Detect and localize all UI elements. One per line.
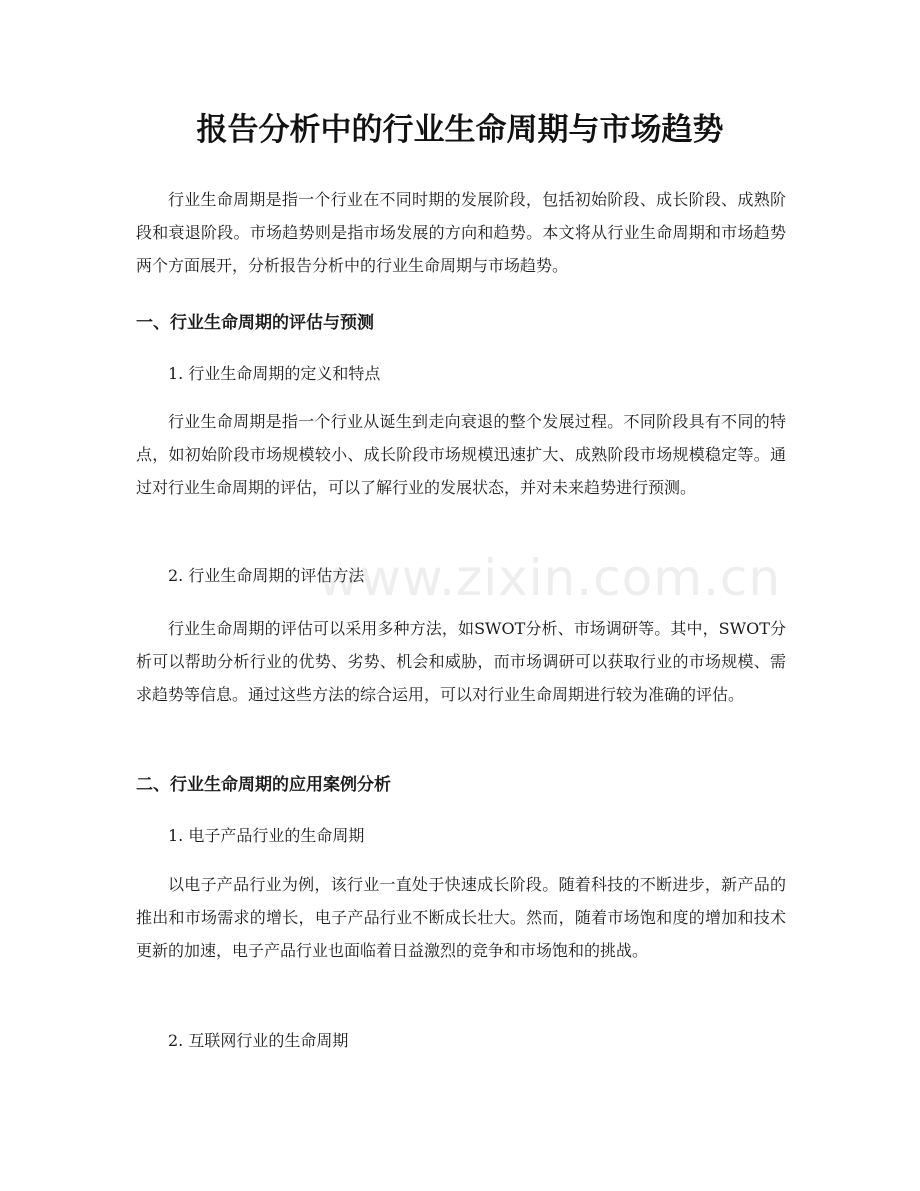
page-title: 报告分析中的行业生命周期与市场趋势: [196, 112, 724, 148]
watermark-text: www.zixin.com.cn: [318, 549, 782, 607]
subsection-title-1-1: 1. 行业生命周期的定义和特点: [168, 364, 381, 383]
subsection-title-1-2: 2. 行业生命周期的评估方法: [168, 566, 365, 585]
subsection-title-2-2: 2. 互联网行业的生命周期: [168, 1031, 349, 1050]
subsection-title-2-1: 1. 电子产品行业的生命周期: [168, 826, 365, 845]
subsection-body-1-2: 行业生命周期的评估可以采用多种方法，如SWOT分析、市场调研等。其中，SWOT分析可以帮助分析行业的优势、劣势、机会和威胁，而市场调研可以获取行业的市场规模、需求趋势等信息。通过这些方法的综合运用，可以对行业生命周期进行较为准确的评估。: [136, 619, 786, 704]
subsection-body-1-1: 行业生命周期是指一个行业从诞生到走向衰退的整个发展过程。不同阶段具有不同的特点，如初始阶段市场规模较小、成长阶段市场规模迅速扩大、成熟阶段市场规模稳定等。通过对行业生命周期的评估，可以了解行业的发展状态，并对未来趋势进行预测。: [136, 412, 786, 497]
section-heading-2: 二、行业生命周期的应用案例分析: [136, 775, 391, 795]
subsection-body-2-1: 以电子产品行业为例，该行业一直处于快速成长阶段。随着科技的不断进步，新产品的推出和市场需求的增长，电子产品行业不断成长壮大。然而，随着市场饱和度的增加和技术更新的加速，电子产品行业也面临着日益激烈的竞争和市场饱和的挑战。: [136, 875, 786, 960]
section-heading-1: 一、行业生命周期的评估与预测: [136, 313, 374, 333]
intro-paragraph: 行业生命周期是指一个行业在不同时期的发展阶段，包括初始阶段、成长阶段、成熟阶段和衰退阶段。市场趋势则是指市场发展的方向和趋势。本文将从行业生命周期和市场趋势两个方面展开，分析报告分析中的行业生命周期与市场趋势。: [136, 190, 786, 275]
